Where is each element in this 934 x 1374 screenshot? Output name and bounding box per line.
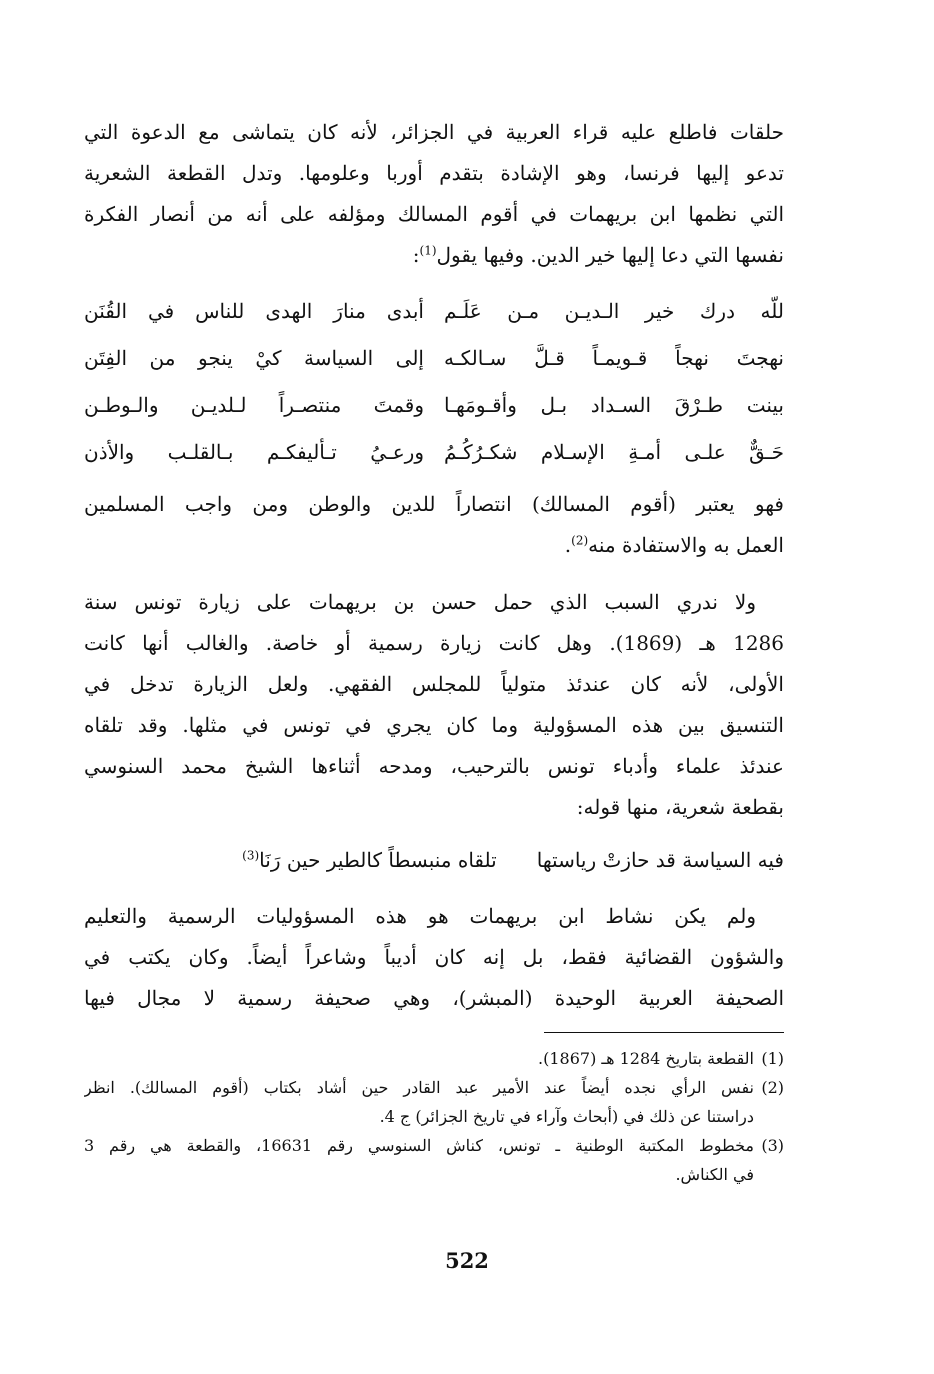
footnote-ref: (2): [571, 533, 589, 548]
text-line: عندئذ علماء وأدباء تونس بالترحيب، ومدحه أثناءها الشيخ محمد السنوسي: [84, 754, 784, 778]
hemistich-second: أبدى منارَ الهدى للناس في القُنَن: [84, 299, 424, 323]
text-segment: العمل به والاستفادة منه: [588, 533, 784, 557]
text-line: تدعو إليها فرنسا، وهو الإشادة بتقدم أوربا وعلومها. وتدل القطعة الشعرية: [84, 161, 784, 185]
poem-verse: [84, 429, 784, 476]
poem-verse: [84, 335, 784, 382]
footnote: [84, 1131, 784, 1189]
footnote-number: (2): [761, 1078, 784, 1097]
footnote: [84, 1073, 784, 1131]
paragraph-2: [84, 484, 784, 566]
text-segment: نفسها التي دعا إليها خير الدين. وفيها يقول: [436, 243, 784, 267]
page-number: 522: [445, 1248, 489, 1273]
footnote-ref: (3): [242, 848, 260, 863]
punctuation: :: [412, 243, 420, 267]
quoted-verse: [84, 838, 784, 882]
hemistich-second: ورعـيُ تـأليفكـم بـالقلـب والأذن: [84, 440, 424, 464]
hemistich-second: [242, 838, 497, 882]
footnote-number: (3): [761, 1136, 784, 1155]
hemistich-first: للّه درك خير الـديـن مـن عَلَـم: [444, 299, 784, 323]
text-line: [84, 235, 784, 276]
footnote-text: مخطوط المكتبة الوطنية ـ تونس، كناش السنوسي رقم 16631، والقطعة هي رقم 3: [84, 1136, 754, 1155]
text-line: التنسيق بين هذه المسؤولية وما كان يجري في تونس في مثلها. وقد تلقاه: [84, 713, 784, 737]
text-line: ولا ندري السبب الذي حمل حسن بن بريهمات على زيارة تونس سنة: [84, 590, 756, 614]
text-line: التي نظمها ابن بريهمات في أقوم المسالك ومؤلفه على أنه من أنصار الفكرة: [84, 202, 784, 226]
footnote-divider: [544, 1032, 784, 1033]
text-line: بقطعة شعرية، منها قوله:: [576, 795, 784, 819]
poem-verse: [84, 288, 784, 335]
text-segment: تلقاه منبسطاً كالطير حين رَنَا: [259, 848, 497, 872]
footnote-ref: (1): [419, 243, 437, 258]
text-line: [84, 525, 784, 566]
text-line: 1286 هـ (1869). وهل كانت زيارة رسمية أو خاصة. والغالب أنها كانت: [84, 631, 784, 655]
text-line: الصحيفة العربية الوحيدة (المبشر)، وهي صحيفة رسمية لا مجال فيها: [84, 986, 784, 1010]
footnote-text: في الكناش.: [675, 1165, 754, 1184]
punctuation: .: [564, 533, 572, 557]
footnote-text: القطعة بتاريخ 1284 هـ (1867).: [538, 1049, 754, 1068]
footnotes: [84, 1044, 784, 1189]
hemistich-second: وقمتَ منتصـراً لـلديـن والـوطـن: [84, 393, 424, 417]
hemistich-first: حَـقٌّ علـى أمـةِ الإسـلام شكـرُكُـمُ: [444, 440, 784, 464]
footnote-text: نفس الرأي نجده أيضاً عند الأمير عبد القادر حين أشاد بكتاب (أقوم المسالك). انظر: [84, 1078, 754, 1097]
footnote: [84, 1044, 784, 1073]
footnote-number: (1): [761, 1049, 784, 1068]
hemistich-second: إلى السياسة كيْ ينجو من الفِتَن: [84, 346, 424, 370]
footnote-text: دراستنا عن ذلك في (أبحاث وآراء في تاريخ الجزائر) ج 4.: [379, 1107, 754, 1126]
text-line: ولم يكن نشاط ابن بريهمات هو هذه المسؤوليات الرسمية والتعليم: [84, 904, 756, 928]
text-line: فهو يعتبر (أقوم المسالك) انتصاراً للدين والوطن ومن واجب المسلمين: [84, 492, 784, 516]
hemistich-first: بينت طـرْقَ السـداد بـل وأقـومَهـا: [444, 393, 784, 417]
hemistich-first: نهجتَ نهجاً قـويمـاً قـلَّ سـالكـه: [444, 346, 784, 370]
poem-verse: [84, 838, 784, 882]
paragraph-3: [84, 582, 784, 828]
poem: [84, 288, 784, 476]
hemistich-first: فيه السياسة قد حازتْ رياستها: [536, 848, 784, 872]
text-line: الأولى، لأنه كان عندئذ متولياً للمجلس الفقهي. ولعل الزيارة تدخل في: [84, 672, 784, 696]
paragraph-4: [84, 896, 784, 1019]
text-line: حلقات فاطلع عليه قراء العربية في الجزائر، لأنه كان يتماشى مع الدعوة التي: [84, 120, 784, 144]
poem-verse: [84, 382, 784, 429]
paragraph-1: [84, 112, 784, 276]
text-line: والشؤون القضائية فقط، بل إنه كان أديباً وشاعراً أيضاً. وكان يكتب في: [84, 945, 784, 969]
